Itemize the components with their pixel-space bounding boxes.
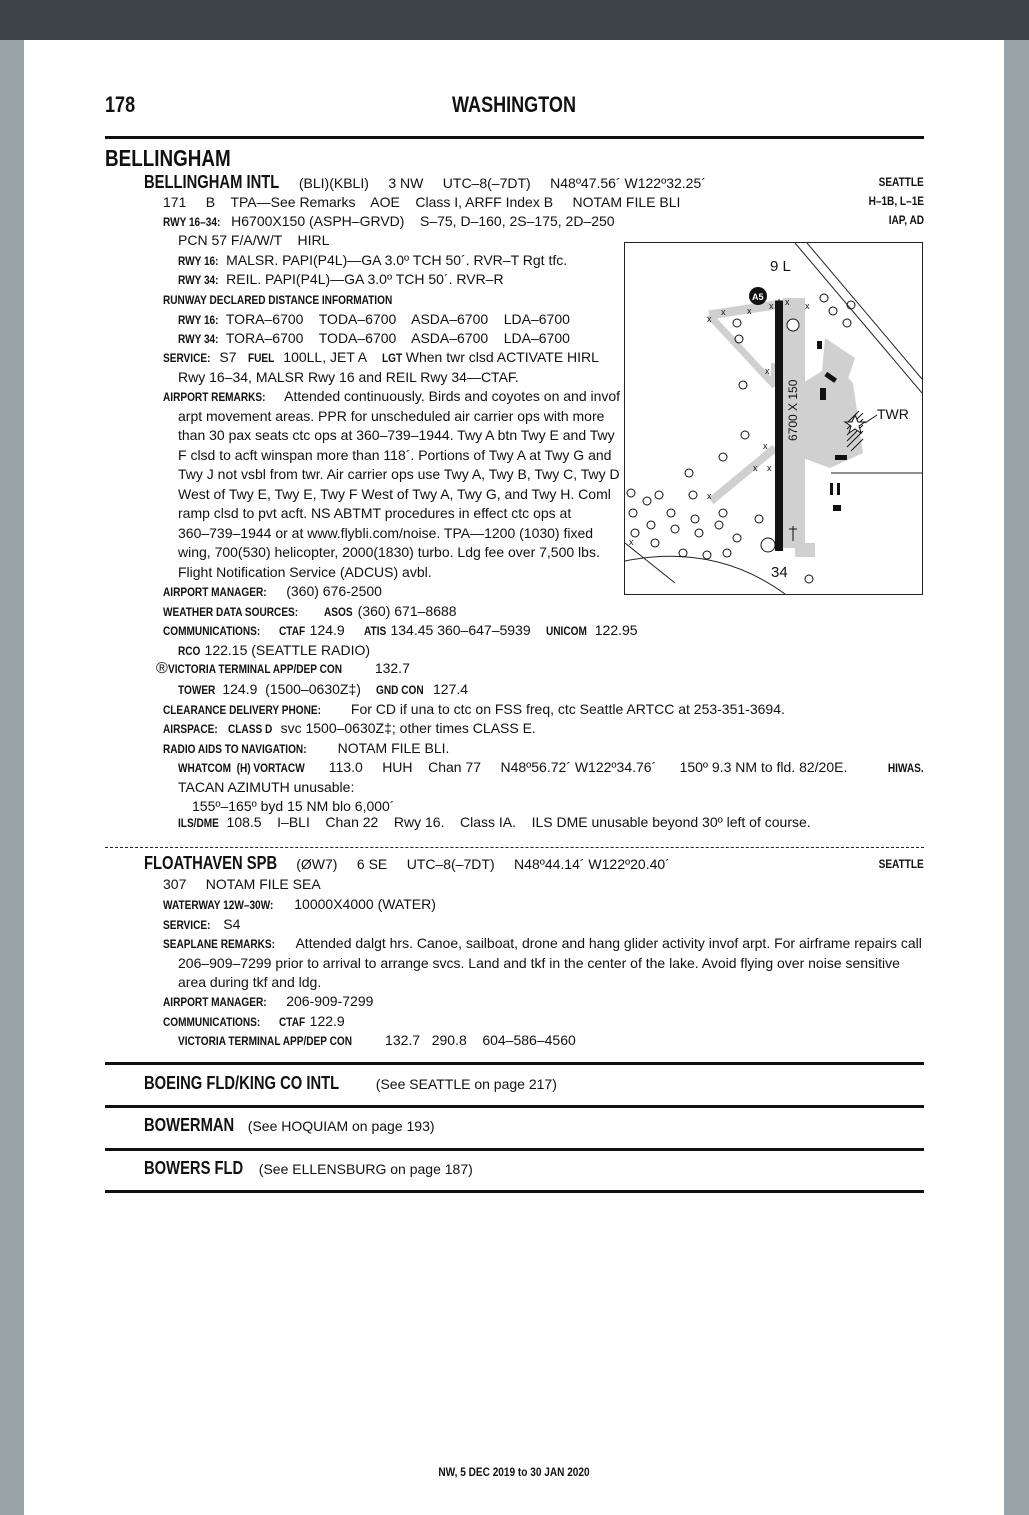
remarks-line-9: Flight Notification Service (ADCUS) avbl. <box>178 564 432 580</box>
weather-label: WEATHER DATA SOURCES: <box>163 605 299 619</box>
fh-remarks-label: SEAPLANE REMARKS: <box>163 937 276 951</box>
d-marker-icon <box>787 319 799 331</box>
rwy16-label: RWY 16: <box>178 254 219 268</box>
runway-label-top: 9 L <box>770 258 791 275</box>
fh-remarks-1: 206–909–7299 prior to arrival to arrange svcs. Land and tkf in the center of the lake. Avoid flying over noise sensitive <box>178 955 900 971</box>
xref-rule <box>105 1062 924 1065</box>
fh-waterway <box>163 895 436 916</box>
fh-remarks-0 <box>163 934 922 955</box>
airport-diagram <box>624 242 923 595</box>
page-number: 178 <box>105 92 136 117</box>
bli-region: SEATTLE <box>878 175 924 189</box>
svg-text:x: x <box>747 306 752 316</box>
declared-label: RUNWAY DECLARED DISTANCE INFORMATION <box>163 293 393 307</box>
weather-asos: ASOS <box>323 605 353 619</box>
tacan-line1: TACAN AZIMUTH unusable: <box>178 779 355 795</box>
dd16 <box>178 310 570 331</box>
svg-text:x: x <box>707 314 712 324</box>
bli-runway2: PCN 57 F/A/W/T HIRL <box>178 232 330 248</box>
clearance-line <box>163 700 785 721</box>
rwy-text: H6700X150 (ASPH–GRVD) S–75, D–160, 2S–175, 2D–250 <box>231 213 615 229</box>
fh-waterway-label: WATERWAY 12W–30W: <box>163 898 274 912</box>
clearance-label: CLEARANCE DELIVERY PHONE: <box>163 703 321 717</box>
fh-ctaf-val: 122.9 <box>305 1013 345 1029</box>
radio-val: NOTAM FILE BLI. <box>329 740 450 756</box>
fh-comm-label: COMMUNICATIONS: <box>163 1015 261 1029</box>
bli-iap: IAP, AD <box>888 213 924 227</box>
tower-label: TWR <box>877 406 909 422</box>
unicom-val: 122.95 <box>590 622 638 638</box>
fh-manager-label: AIRPORT MANAGER: <box>163 995 267 1009</box>
whatcom-label: WHATCOM (H) VORTACW <box>178 761 305 775</box>
remarks-line-0 <box>163 387 620 408</box>
clearance-val: For CD if una to ctc on FSS freq, ctc Seattle ARTCC at 253-351-3694. <box>347 701 785 717</box>
viewer-top-bar <box>0 0 1029 40</box>
comm-line <box>163 621 638 642</box>
rco-val: 122.15 (SEATTLE RADIO) <box>200 642 371 658</box>
section-divider <box>105 847 924 848</box>
rwy34-text: REIL. PAPI(P4L)—GA 3.0º TCH 50´. RVR–R <box>222 271 504 287</box>
registered-icon: ® <box>156 660 168 677</box>
ctaf-label: CTAF <box>278 624 305 638</box>
svg-text:x: x <box>753 463 758 473</box>
svg-text:x: x <box>785 297 790 307</box>
weather-line <box>163 602 457 623</box>
tacan-line2: 155º–165º byd 15 NM blo 6,000´ <box>192 798 395 814</box>
svg-text:x: x <box>805 301 810 311</box>
svg-text:x: x <box>767 463 772 473</box>
fh-header-info: (ØW7) 6 SE UTC–8(–7DT) N48º44.14´ W122º20.40´ <box>296 856 670 872</box>
victoria-label: VICTORIA TERMINAL APP/DEP CON <box>167 662 342 676</box>
arff-badge-label: A5 <box>752 292 764 302</box>
page-footer: NW, 5 DEC 2019 to 30 JAN 2020 <box>438 1465 590 1479</box>
fh-service-val: S4 <box>215 916 241 932</box>
building <box>817 341 822 349</box>
tower-line <box>178 680 468 701</box>
xref-rule <box>105 1105 924 1108</box>
airspace-class: CLASS D <box>228 722 273 736</box>
building <box>820 388 826 400</box>
remarks-text-0: Attended continuously. Birds and coyotes on and invof <box>281 388 621 404</box>
svg-text:x: x <box>721 307 726 317</box>
runway-16-34 <box>775 301 783 551</box>
svg-text:x: x <box>765 366 770 376</box>
building <box>833 505 841 511</box>
fh-service-label: SERVICE: <box>163 918 211 932</box>
service-line2: Rwy 16–34, MALSR Rwy 16 and REIL Rwy 34—CTAF. <box>178 369 519 385</box>
fh-manager <box>163 992 373 1013</box>
airspace-line <box>163 719 536 740</box>
victoria-line <box>156 659 410 680</box>
radio-label: RADIO AIDS TO NAVIGATION: <box>163 742 307 756</box>
fh-manager-val: 206-909-7299 <box>282 993 374 1009</box>
lgt-label: LGT <box>381 351 403 365</box>
xref-bowers-see: (See ELLENSBURG on page 187) <box>251 1161 473 1177</box>
svg-text:x: x <box>769 301 774 311</box>
building <box>830 483 833 495</box>
remarks-label: AIRPORT REMARKS: <box>163 390 266 404</box>
tower-leader <box>865 415 877 423</box>
declared-heading <box>163 290 432 311</box>
tower-label: TOWER <box>178 683 216 697</box>
building <box>835 455 847 460</box>
airport-diagram-svg <box>625 243 922 594</box>
fh-comm <box>163 1012 345 1033</box>
victoria-val: 132.7 <box>370 660 410 676</box>
fh-victoria <box>178 1031 576 1052</box>
svg-text:x: x <box>707 491 712 501</box>
whatcom-val: 113.0 HUH Chan 77 N48º56.72´ W122º34.76´ 150º 9.3 NM to fld. 82/20E. <box>324 759 848 775</box>
bli-line1: 171 B TPA—See Remarks AOE Class I, ARFF Index B NOTAM FILE BLI <box>163 194 681 210</box>
ils-val: 108.5 I–BLI Chan 22 Rwy 16. Class IA. ILS DME unusable beyond 30º left of course. <box>222 814 811 830</box>
manager-line <box>163 582 382 603</box>
ils-label: ILS/DME <box>178 816 219 830</box>
dd34-label: RWY 34: <box>178 332 219 346</box>
xref-boeing <box>144 1073 557 1094</box>
road-line <box>795 243 922 393</box>
fh-name: FLOATHAVEN SPB <box>144 853 278 873</box>
service-line <box>163 348 599 369</box>
airspace-val: svc 1500–0630Z‡; other times CLASS E. <box>276 720 536 736</box>
rwy34-label: RWY 34: <box>178 273 219 287</box>
fh-header <box>144 854 670 875</box>
fh-waterway-val: 10000X4000 (WATER) <box>290 896 436 912</box>
dd16-text: TORA–6700 TODA–6700 ASDA–6700 LDA–6700 <box>222 311 570 327</box>
fh-victoria-val: 132.7 290.8 604–586–4560 <box>381 1032 576 1048</box>
xref-rule <box>105 1148 924 1151</box>
xref-bowers-name: BOWERS FLD <box>144 1158 244 1178</box>
rwy16-text: MALSR. PAPI(P4L)—GA 3.0º TCH 50´. RVR–T Rgt tfc. <box>222 252 568 268</box>
remarks-line-2: than 30 pax seats ctc ops at 360–739–1944. Twy A btn Twy E and Twy <box>178 427 615 443</box>
fh-ctaf-label: CTAF <box>278 1015 305 1029</box>
xref-boeing-see: (See SEATTLE on page 217) <box>368 1076 557 1092</box>
road-line <box>625 543 675 583</box>
fuel-label: FUEL <box>248 351 275 365</box>
service-val: S7 <box>215 349 249 365</box>
bli-rwy34 <box>178 270 504 291</box>
xref-bowerman <box>144 1115 435 1136</box>
remarks-line-8: wing, 700(530) helicopter, 2000(1830) turbo. Ldg fee over 7,500 lbs. <box>178 544 600 560</box>
runway-dimensions: 6700 X 150 <box>786 379 800 441</box>
state-title: WASHINGTON <box>452 92 576 117</box>
lgt-val: When twr clsd ACTIVATE HIRL <box>401 349 599 365</box>
bli-header-info: (BLI)(KBLI) 3 NW UTC–8(–7DT) N48º47.56´ W122º32.25´ <box>298 175 706 191</box>
xref-rule <box>105 1190 924 1193</box>
parking-marker-icon <box>761 538 775 552</box>
taxiway <box>711 448 775 501</box>
manager-label: AIRPORT MANAGER: <box>163 585 267 599</box>
fh-victoria-label: VICTORIA TERMINAL APP/DEP CON <box>178 1034 352 1048</box>
remarks-line-4: Twy J not vsbl from twr. Air carrier ops use Twy A, Twy B, Twy C, Twy D <box>178 466 620 482</box>
fuel-val: 100LL, JET A <box>275 349 382 365</box>
building <box>837 483 840 495</box>
weather-val: (360) 671–8688 <box>353 603 457 619</box>
dd16-label: RWY 16: <box>178 313 219 327</box>
service-label: SERVICE: <box>163 351 211 365</box>
fh-remarks-text-0: Attended dalgt hrs. Canoe, sailboat, drone and hang glider activity invof arpt. For airframe repairs call <box>292 935 922 951</box>
remarks-line-6: ramp clsd to pvt acft. NS ABTMT procedures in effect ctc ops at <box>178 505 572 521</box>
header-rule <box>105 136 924 139</box>
rco-label: RCO <box>178 644 201 658</box>
atis-val: 134.45 360–647–5939 <box>386 622 547 638</box>
xref-bowerman-see: (See HOQUIAM on page 193) <box>240 1118 435 1134</box>
svg-text:x: x <box>629 537 634 547</box>
unicom-label: UNICOM <box>546 624 588 638</box>
xref-bowerman-name: BOWERMAN <box>144 1115 235 1135</box>
remarks-line-3: F clsd to acft winspan more than 118´. Portions of Twy A at Twy G and <box>178 447 612 463</box>
comm-label: COMMUNICATIONS: <box>163 624 261 638</box>
bli-header <box>144 173 706 194</box>
ils-line <box>178 813 811 834</box>
tower-val: 124.9 (1500–0630Z‡) <box>218 681 377 697</box>
gnd-val: 127.4 <box>429 681 469 697</box>
radio-line <box>163 739 449 760</box>
svg-text:x: x <box>763 441 768 451</box>
runway-label-bottom: 34 <box>771 564 788 581</box>
city-heading: BELLINGHAM <box>105 145 231 171</box>
xref-bowers <box>144 1158 473 1179</box>
manager-val: (360) 676-2500 <box>282 583 382 599</box>
gnd-label: GND CON <box>376 683 425 697</box>
atis-label: ATIS <box>364 624 387 638</box>
xref-boeing-name: BOEING FLD/KING CO INTL <box>144 1073 340 1093</box>
bli-rwy16 <box>178 251 567 272</box>
remarks-line-7: 360–739–1944 or at www.flybli.com/noise. TPA—1200 (1030) fixed <box>178 525 594 541</box>
runway-end-pad <box>795 543 815 557</box>
fh-region: SEATTLE <box>878 857 924 871</box>
hiwas: HIWAS. <box>888 761 924 775</box>
fh-service <box>163 915 240 936</box>
airspace-label: AIRSPACE: <box>163 722 218 736</box>
ctaf-val: 124.9 <box>305 622 365 638</box>
remarks-line-1: arpt movement areas. PPR for unscheduled air carrier ops with more <box>178 408 605 424</box>
rwy-label: RWY 16–34: <box>163 215 221 229</box>
remarks-line-5: West of Twy E, Twy E, Twy F West of Twy A, Twy G, and Twy H. Coml <box>178 486 611 502</box>
taxiway <box>709 305 775 315</box>
fh-line1: 307 NOTAM FILE SEA <box>163 876 321 892</box>
bli-runway <box>163 212 615 233</box>
bli-name: BELLINGHAM INTL <box>144 172 280 192</box>
dd34 <box>178 329 570 350</box>
fh-remarks-2: area during tkf and ldg. <box>178 974 322 990</box>
document-page <box>24 40 1004 1515</box>
bli-charts: H–1B, L–1E <box>868 194 924 208</box>
dd34-text: TORA–6700 TODA–6700 ASDA–6700 LDA–6700 <box>222 330 570 346</box>
whatcom-line <box>178 758 847 779</box>
